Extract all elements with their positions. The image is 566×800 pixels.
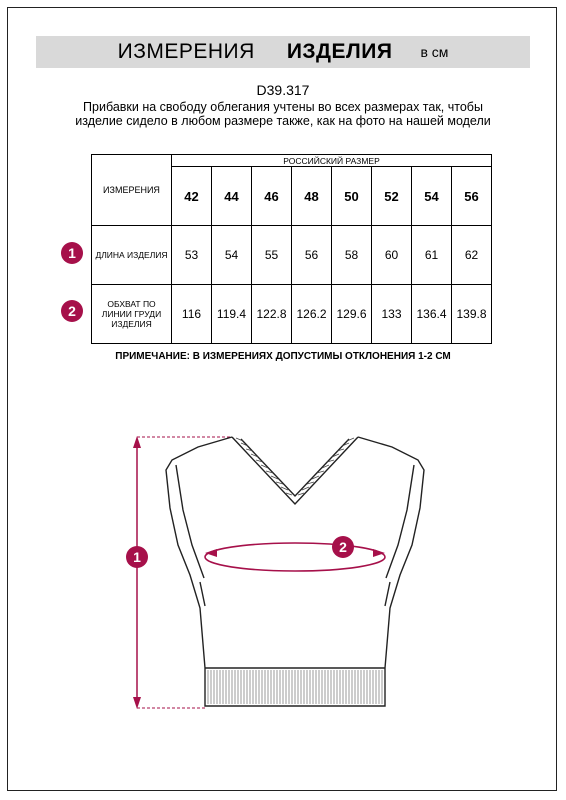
diagram-length-badge: 1 [126,546,148,568]
size-header-cell: 54 [412,167,452,226]
size-header-cell: 42 [172,167,212,226]
length-value: 53 [172,226,212,285]
chest-measure [205,543,385,571]
chest-label: ОБХВАТ ПО ЛИНИИ ГРУДИ ИЗДЕЛИЯ [92,285,172,344]
title-garment: ИЗДЕЛИЯ [286,40,393,63]
chest-value: 122.8 [252,285,292,344]
chest-value: 133 [372,285,412,344]
neck-rib [236,438,354,495]
length-value: 62 [452,226,492,285]
chest-badge: 2 [61,300,83,322]
title-unit: в см [420,44,449,60]
length-label: ДЛИНА ИЗДЕЛИЯ [92,226,172,285]
chest-value: 116 [172,285,212,344]
length-value: 56 [292,226,332,285]
title-measurements: ИЗМЕРЕНИЯ [117,40,255,63]
chest-value: 129.6 [332,285,372,344]
tolerance-note: ПРИМЕЧАНИЕ: В ИЗМЕРЕНИЯХ ДОПУСТИМЫ ОТКЛОНЕНИЯ 1-2 СМ [115,351,451,362]
hem-rib [208,670,382,704]
size-header-cell: 56 [452,167,492,226]
chest-value: 139.8 [452,285,492,344]
size-header-cell: 44 [212,167,252,226]
chest-value: 119.4 [212,285,252,344]
size-header-cell: 46 [252,167,292,226]
size-header-cell: 50 [332,167,372,226]
russian-size-header: РОССИЙСКИЙ РАЗМЕР [172,155,492,167]
length-value: 61 [412,226,452,285]
article-number: D39.317 [256,82,310,98]
diagram-chest-badge: 2 [332,536,354,558]
length-value: 54 [212,226,252,285]
fit-description: Прибавки на свободу облегания учтены во всех размерах так, чтобы изделие сидело в любом размере также, как на фото на нашей модели [75,100,491,128]
length-badge: 1 [61,242,83,264]
length-value: 58 [332,226,372,285]
size-header-cell: 52 [372,167,412,226]
measurements-header: ИЗМЕРЕНИЯ [92,155,172,226]
chest-value: 136.4 [412,285,452,344]
chest-value: 126.2 [292,285,332,344]
length-value: 60 [372,226,412,285]
length-value: 55 [252,226,292,285]
size-header-cell: 48 [292,167,332,226]
